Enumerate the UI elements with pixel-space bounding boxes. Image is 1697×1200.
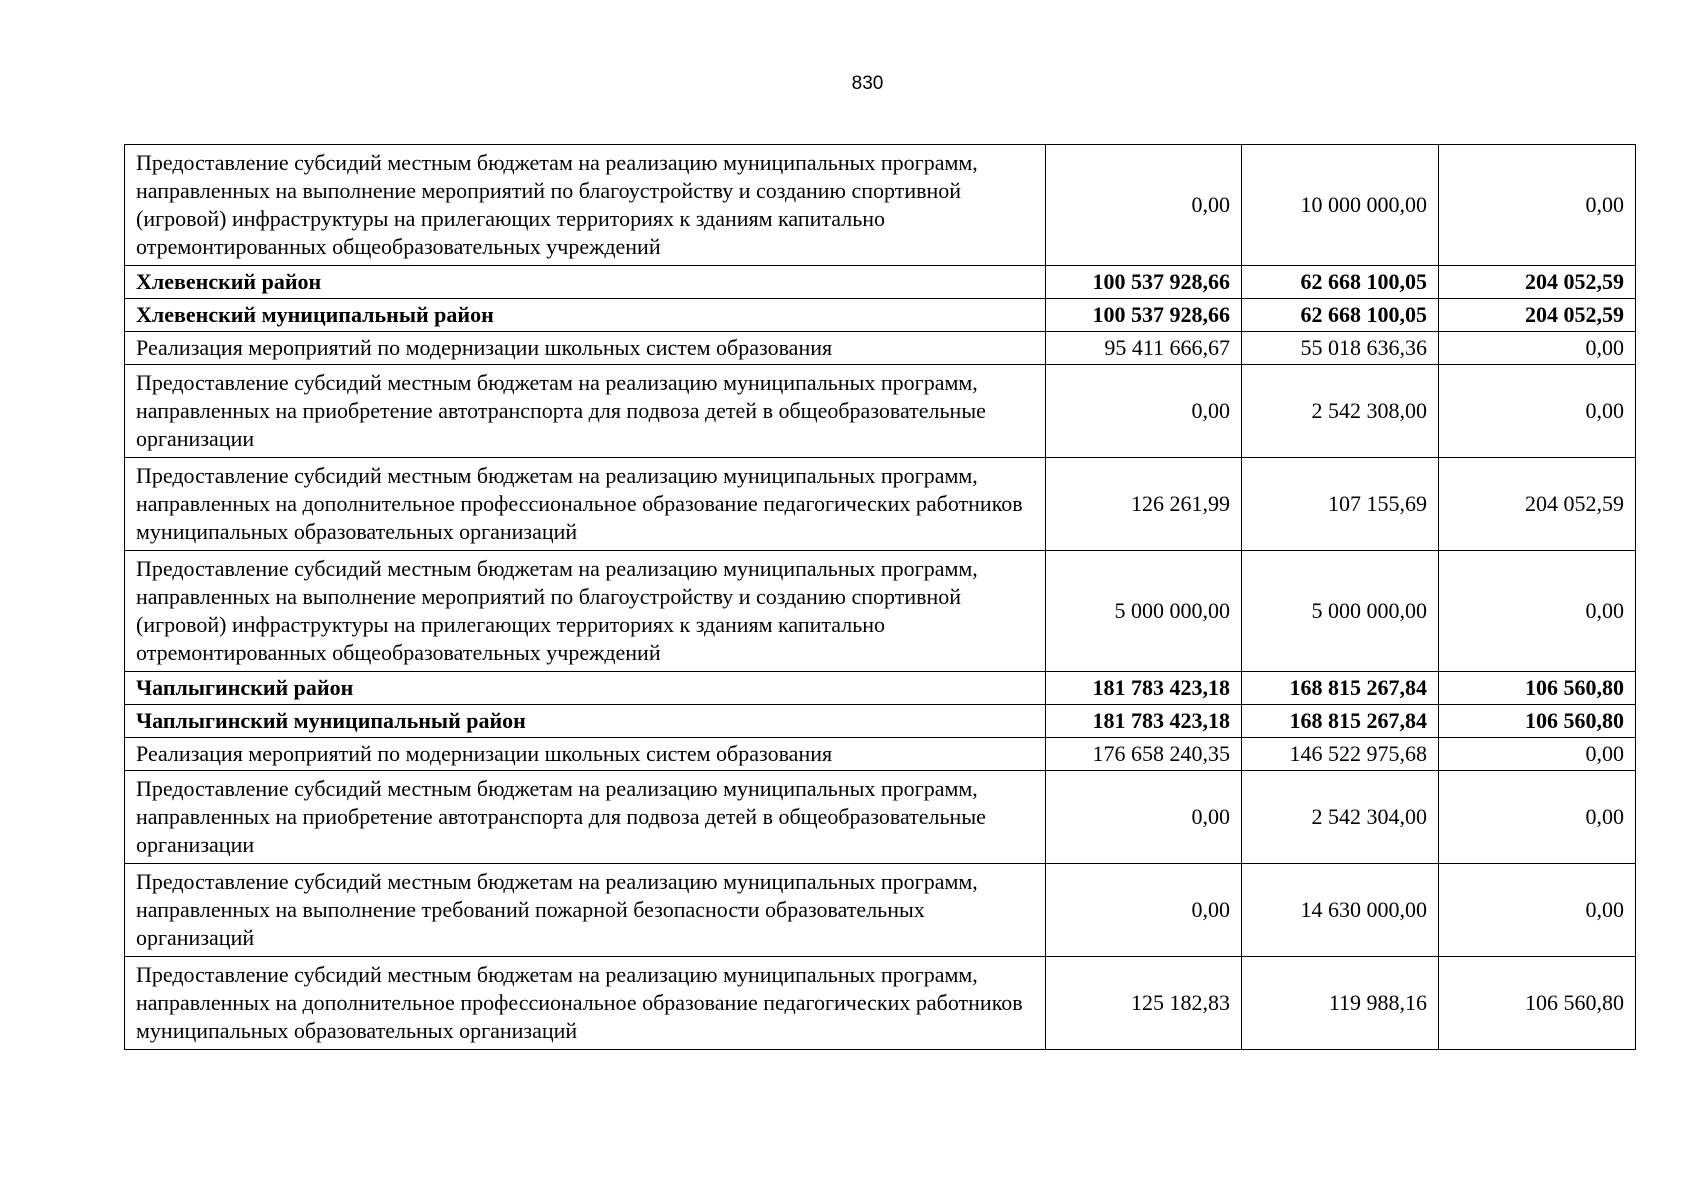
row-name-cell: Предоставление субсидий местным бюджетам на реализацию муниципальных программ, направленных на приобретение автотранспорта для подвоза детей в общеобразовательные организации (125, 365, 1046, 458)
table-row (125, 957, 1636, 1050)
table-row (125, 365, 1636, 458)
row-value-1: 5 000 000,00 (1046, 551, 1242, 672)
row-value-1: 95 411 666,67 (1046, 332, 1242, 365)
row-value-3: 0,00 (1439, 365, 1636, 458)
row-name-cell: Предоставление субсидий местным бюджетам на реализацию муниципальных программ, направленных на дополнительное профессиональное образование педагогических работников муниципальных образовательных организаций (125, 458, 1046, 551)
table-row (125, 299, 1636, 332)
row-name-cell: Хлевенский муниципальный район (125, 299, 1046, 332)
table-row (125, 458, 1636, 551)
row-value-2: 2 542 308,00 (1242, 365, 1439, 458)
row-value-3: 106 560,80 (1439, 957, 1636, 1050)
row-value-2: 2 542 304,00 (1242, 771, 1439, 864)
row-value-3: 106 560,80 (1439, 672, 1636, 705)
row-value-1: 181 783 423,18 (1046, 705, 1242, 738)
row-value-1: 126 261,99 (1046, 458, 1242, 551)
table-row (125, 705, 1636, 738)
row-value-3: 204 052,59 (1439, 458, 1636, 551)
row-value-1: 0,00 (1046, 864, 1242, 957)
row-name-cell: Предоставление субсидий местным бюджетам на реализацию муниципальных программ, направленных на приобретение автотранспорта для подвоза детей в общеобразовательные организации (125, 771, 1046, 864)
row-value-3: 0,00 (1439, 551, 1636, 672)
row-value-1: 100 537 928,66 (1046, 299, 1242, 332)
row-value-2: 119 988,16 (1242, 957, 1439, 1050)
row-value-2: 62 668 100,05 (1242, 299, 1439, 332)
row-value-3: 204 052,59 (1439, 266, 1636, 299)
page-number: 830 (851, 73, 884, 94)
row-value-1: 0,00 (1046, 771, 1242, 864)
row-value-3: 0,00 (1439, 145, 1636, 266)
row-name-cell: Предоставление субсидий местным бюджетам на реализацию муниципальных программ, направленных на дополнительное профессиональное образование педагогических работников муниципальных образовательных организаций (125, 957, 1046, 1050)
row-value-2: 146 522 975,68 (1242, 738, 1439, 771)
row-name-cell: Чаплыгинский муниципальный район (125, 705, 1046, 738)
table-row (125, 864, 1636, 957)
row-value-1: 176 658 240,35 (1046, 738, 1242, 771)
row-value-2: 168 815 267,84 (1242, 705, 1439, 738)
row-value-1: 125 182,83 (1046, 957, 1242, 1050)
table-row (125, 266, 1636, 299)
row-value-2: 62 668 100,05 (1242, 266, 1439, 299)
row-name-cell: Реализация мероприятий по модернизации школьных систем образования (125, 332, 1046, 365)
row-value-2: 168 815 267,84 (1242, 672, 1439, 705)
table-row (125, 672, 1636, 705)
row-value-1: 0,00 (1046, 365, 1242, 458)
budget-table-body (125, 145, 1636, 1050)
table-row (125, 551, 1636, 672)
row-name-cell: Предоставление субсидий местным бюджетам на реализацию муниципальных программ, направленных на выполнение требований пожарной безопасности образовательных организаций (125, 864, 1046, 957)
row-name-cell: Реализация мероприятий по модернизации школьных систем образования (125, 738, 1046, 771)
row-value-3: 204 052,59 (1439, 299, 1636, 332)
row-name-cell: Предоставление субсидий местным бюджетам на реализацию муниципальных программ, направленных на выполнение мероприятий по благоустройству и созданию спортивной (игровой) инфраструктуры на прилегающих территориях к зданиям капитально отремонтированных общеобразовательных учреждений (125, 551, 1046, 672)
table-row (125, 738, 1636, 771)
table-row (125, 332, 1636, 365)
row-value-3: 0,00 (1439, 332, 1636, 365)
row-name-cell: Чаплыгинский район (125, 672, 1046, 705)
row-value-1: 100 537 928,66 (1046, 266, 1242, 299)
row-value-2: 55 018 636,36 (1242, 332, 1439, 365)
table-row (125, 771, 1636, 864)
row-value-3: 0,00 (1439, 738, 1636, 771)
row-value-2: 5 000 000,00 (1242, 551, 1439, 672)
row-value-3: 0,00 (1439, 771, 1636, 864)
table-row (125, 145, 1636, 266)
row-name-cell: Хлевенский район (125, 266, 1046, 299)
row-name-cell: Предоставление субсидий местным бюджетам на реализацию муниципальных программ, направленных на выполнение мероприятий по благоустройству и созданию спортивной (игровой) инфраструктуры на прилегающих территориях к зданиям капитально отремонтированных общеобразовательных учреждений (125, 145, 1046, 266)
row-value-2: 10 000 000,00 (1242, 145, 1439, 266)
row-value-2: 14 630 000,00 (1242, 864, 1439, 957)
row-value-3: 106 560,80 (1439, 705, 1636, 738)
row-value-1: 181 783 423,18 (1046, 672, 1242, 705)
row-value-2: 107 155,69 (1242, 458, 1439, 551)
row-value-3: 0,00 (1439, 864, 1636, 957)
budget-table (124, 144, 1636, 1050)
row-value-1: 0,00 (1046, 145, 1242, 266)
